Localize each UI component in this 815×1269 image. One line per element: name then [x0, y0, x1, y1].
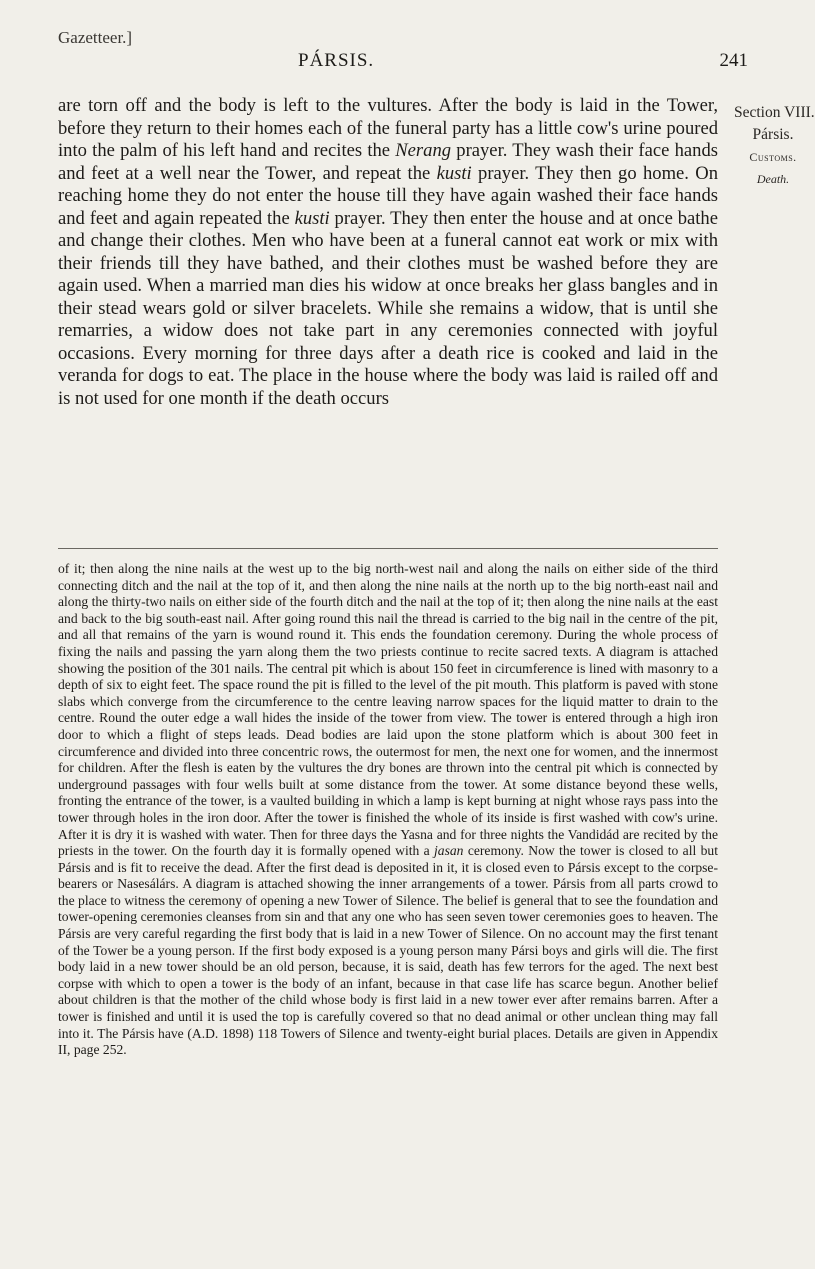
page-title: PÁRSIS. — [298, 50, 375, 71]
main-text-2: prayer. They wash their face hands and feet at a well near the Tower, and repeat the — [58, 140, 718, 184]
page-number: 241 — [719, 50, 748, 71]
footnote-paragraph — [58, 561, 718, 1059]
nerang-term: Nerang — [395, 140, 452, 161]
margin-customs: Customs. — [749, 150, 797, 164]
main-paragraph — [58, 95, 718, 410]
margin-parsis: Pársis. — [752, 126, 794, 143]
footnote-text-2: ceremony. Now the tower is closed to all but Pársis and is fit to receive the dead. After the first dead is deposited in it, it is closed even to Pársis except to the corpse-bearers or Nasesálárs. A diagram is attached showing the inner arrangements of a tower. Pársis from all parts crowd to the place to witness the ceremony of opening a new Tower of Silence. The belief is general that to see the foundation and tower-opening ceremonies cleanses from sin and that any one who has seen seven tower ceremonies goes to heaven. The Pársis are very careful regarding the first body that is laid in a new Tower of Silence. On no account may the first tenant of the Tower be a young person. If the first body exposed is a young person many Pársi boys and girls will die. The first body laid in a new tower should be an old person, because, it is said, death has few terrors for the aged. The next best corpse with which to open a tower is the body of an infant, because in that case life has scarce begun. Another belief about children is that the mother of the child whose body is first laid in a new tower ever after remains barren. After a tower is finished and until it is used the top is carefully covered so that no dead animal or other unclean thing may fall into it. The Pársis have (A.D. 1898) 118 Towers of Silence and twenty-eight burial places. Details are given in Appendix II, page 252. — [58, 843, 718, 1058]
margin-section: Section VIII. — [734, 104, 815, 121]
footnote-text-1: of it; then along the nine nails at the west up to the big north-west nail and along the nails on either side of the third connecting ditch and the nail at the top of it, and then along the nine nails at the north up to the big north-east nail and along the thirty-two nails on either side of the fourth ditch and the nail at the top of it; then along the nine nails at the east and back to the big south-east nail. After going round this nail the thread is carried to the big nail in the centre of the pit, and all that remains of the yarn is wound round it. This ends the foundation ceremony. During the whole process of fixing the nails and passing the yarn along them the two priests continue to recite sacred texts. A diagram is attached showing the position of the 301 nails. The central pit which is about 150 feet in circumference is lined with masonry to a depth of six to eight feet. The space round the pit is filled to the level of the pit mouth. This platform is paved with stone slabs which converge from the circumference to the centre leaving narrow spaces for the liquid matter to drain to the centre. Round the outer edge a wall hides the inside of the tower from view. The tower is entered through a high iron door to which a flight of steps leads. Dead bodies are laid upon the stone platform which is about 300 feet in circumference and divided into three concentric rows, the outermost for men, the next one for women, and the innermost for children. After the flesh is eaten by the vultures the dry bones are thrown into the central pit which is connected by underground passages with four wells built at some distance from the tower. At some distance beyond these wells, fronting the entrance of the tower, is a vaulted building in which a lamp is kept burning at night whose rays pass into the tower through holes in the iron door. After the tower is finished the whole of its inside is first washed with cow's urine. After it is dry it is washed with water. Then for three days the Yasna and for three nights the Vandidád are recited by the priests in the tower. On the fourth day it is formally opened with a — [58, 561, 718, 859]
jasan-term: jasan — [434, 843, 464, 859]
gazetteer-label: Gazetteer.] — [58, 28, 133, 47]
footnote-divider — [58, 548, 718, 549]
kusti-term-1: kusti — [436, 162, 472, 184]
running-head — [58, 28, 748, 71]
margin-death: Death. — [756, 172, 790, 186]
main-text-4: prayer. They then enter the house and at once bathe and change their clothes. Men who have been at a funeral cannot eat work or mix with their friends till they have bathed, and their clothes must be washed before they are again used. When a married man dies his widow at once breaks her glass bangles and in their stead wears gold or silver bracelets. While she remains a widow, that is until she remarries, a widow does not take part in any ceremonies connected with joyful occasions. Every morning for three days after a death rice is cooked and laid in the veranda for dogs to eat. The place in the house where the body was laid is railed off and is not used for one month if the death occurs — [58, 207, 718, 409]
main-text-3: prayer. They then go home. On reaching home they do not enter the house till they have again washed their face hands and feet and again repeated the — [58, 162, 719, 229]
margin-note — [734, 102, 815, 190]
main-text-1: are torn off and the body is left to the vultures. After the body is laid in the Tower, before they return to their homes each of the funeral party has a little cow's urine poured into the palm of his left hand and recites the — [58, 95, 718, 161]
kusti-term-2: kusti — [294, 207, 330, 229]
